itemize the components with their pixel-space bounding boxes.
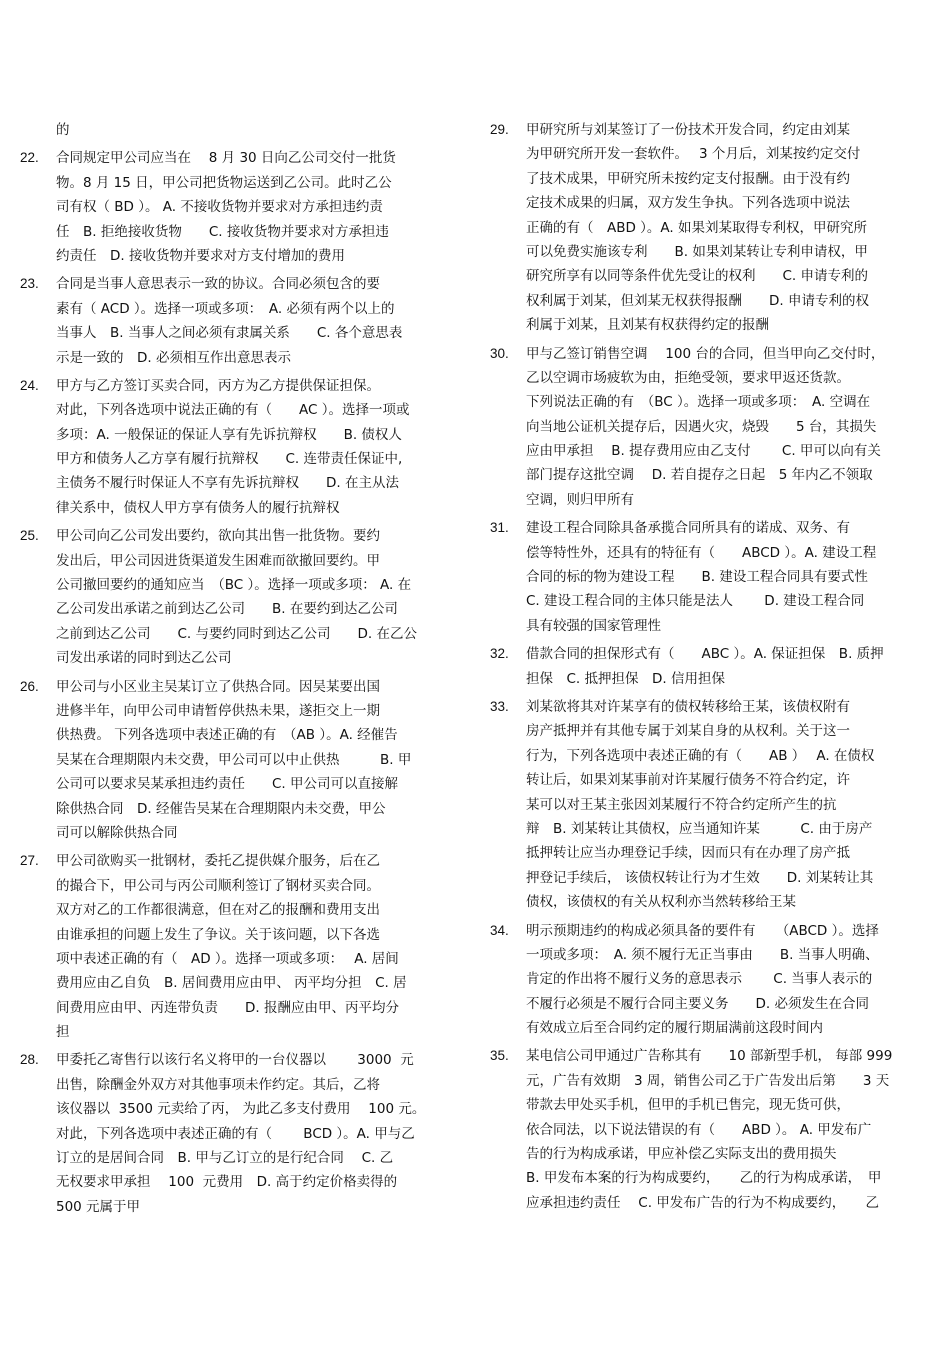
question-text-line: 肯定的作出将不履行义务的意思表示 C. 当事人表示的 bbox=[526, 971, 873, 988]
question-item bbox=[20, 374, 460, 520]
question-text-line: 应承担违约责任 C. 甲发布广告的行为不构成要约， 乙 bbox=[526, 1194, 880, 1211]
question-text-line: 下列说法正确的有 （BC ）。选择一项或多项： A. 空调在 bbox=[526, 394, 871, 411]
question-text-line: 任 B. 拒绝接收货物 C. 接收货物并要求对方承担违 bbox=[56, 223, 389, 240]
question-text-line: 告的行为构成承诺，甲应补偿乙实际支出的费用损失 bbox=[526, 1146, 837, 1163]
question-text-line: 多项：A. 一般保证的保证人享有先诉抗辩权 B. 债权人 bbox=[56, 426, 402, 443]
question-text-line: 合同规定甲公司应当在 8 月 30 日向乙公司交付一批货 bbox=[56, 150, 396, 167]
question-text-line: 律关系中，债权人甲方享有债务人的履行抗辩权 bbox=[56, 499, 340, 516]
question-text-line: 甲研究所与刘某签订了一份技术开发合同，约定由刘某 bbox=[526, 122, 850, 138]
question-number: 25. bbox=[20, 528, 39, 544]
question-text-line: 甲委托乙寄售行以该行名义将甲的一台仪器以 3000 元 bbox=[56, 1052, 414, 1069]
question-text-line: 甲方和债务人乙方享有履行抗辩权 C. 连带责任保证中, bbox=[56, 451, 403, 468]
question-text-line: 素有（ ACD ）。选择一项或多项： A. 必须有两个以上的 bbox=[56, 300, 395, 317]
question-text-line: 房产抵押并有其他专属于刘某自身的从权利。关于这一 bbox=[526, 723, 850, 740]
question-text-line: 公司可以要求吴某承担违约责任 C. 甲公司可以直接解 bbox=[56, 776, 399, 793]
question-text-line: 合同是当事人意思表示一致的协议。合同必须包含的要 bbox=[56, 276, 380, 293]
question-text-line: 一项或多项： A. 须不履行无正当事由 B. 当事人明确、 bbox=[526, 946, 879, 963]
question-number: 22. bbox=[20, 150, 39, 166]
question-text-line: 物。8 月 15 日，甲公司把货物运送到乙公司。此时乙公 bbox=[56, 174, 392, 191]
question-text-line: 司发出承诺的同时到达乙公司 bbox=[56, 650, 232, 667]
question-text-line: 进修半年，向甲公司申请暂停供热未果，遂拒交上一期 bbox=[56, 702, 380, 719]
question-text-line: 刘某欲将其对许某享有的债权转移给王某，该债权附有 bbox=[526, 698, 850, 715]
question-text-line: 由谁承担的问题上发生了争议。关于该问题，以下各选 bbox=[56, 926, 380, 943]
question-text-line: 不履行必须是不履行合同主要义务 D. 必须发生在合同 bbox=[526, 995, 869, 1012]
question-item bbox=[490, 118, 930, 338]
question-text-line: 项中表述正确的有（ AD ）。选择一项或多项： A. 居间 bbox=[56, 950, 399, 967]
question-text-line: 正确的有（ ABD ）。A. 如果刘某取得专利权，甲研究所 bbox=[526, 219, 868, 236]
question-text-line: 对此，下列各选项中说法正确的有（ AC ）。选择一项或 bbox=[56, 402, 410, 419]
question-item bbox=[20, 849, 460, 1044]
question-text-line: 出售，除酬金外双方对其他事项未作约定。其后，乙将 bbox=[56, 1076, 380, 1093]
question-text-line: 抵押转让应当办理登记手续，因而只有在办理了房产抵 bbox=[526, 845, 850, 862]
question-text-line: 甲公司与小区业主吴某订立了供热合同。因吴某要出国 bbox=[56, 678, 380, 695]
question-number: 24. bbox=[20, 377, 39, 393]
question-text-line: 甲方与乙方签订买卖合同，丙方为乙方提供保证担保。 bbox=[56, 377, 380, 394]
question-text-line: 约责任 D. 接收货物并要求对方支付增加的费用 bbox=[56, 247, 345, 264]
question-text-line: 某电信公司甲通过广告称其有 10 部新型手机， 每部 999 bbox=[526, 1048, 893, 1065]
question-number: 34. bbox=[490, 922, 509, 938]
question-text-line: 乙公司发出承诺之前到达乙公司 B. 在要约到达乙公司 bbox=[56, 601, 398, 618]
question-number: 27. bbox=[20, 853, 39, 869]
question-item bbox=[490, 919, 930, 1041]
question-text-line: B. 甲发布本案的行为构成要约， 乙的行为构成承诺， 甲 bbox=[526, 1170, 882, 1187]
question-text-line: 建设工程合同除具备承揽合同所具有的诺成、双务、有 bbox=[526, 520, 850, 537]
question-text-line: 转让后，如果刘某事前对许某履行债务不符合约定，许 bbox=[526, 772, 850, 789]
question-text-line: 担保 C. 抵押担保 D. 信用担保 bbox=[526, 670, 725, 687]
question-text-line: 吴某在合理期限内未交费，甲公司可以中止供热 B. 甲 bbox=[56, 751, 412, 768]
question-text-line: 费用应由乙自负 B. 居间费用应由甲、 丙平均分担 C. 居 bbox=[56, 975, 407, 992]
question-text-line: 偿等特性外，还具有的特征有（ ABCD ）。A. 建设工程 bbox=[526, 544, 877, 561]
question-text-line: 了技术成果，甲研究所未按约定支付报酬。由于没有约 bbox=[526, 170, 850, 187]
question-number: 31. bbox=[490, 520, 509, 536]
question-text-line: 元，广告有效期 3 周，销售公司乙于广告发出后第 3 天 bbox=[526, 1072, 890, 1089]
question-text-line: 订立的是居间合同 B. 甲与乙订立的是行纪合同 C. 乙 bbox=[56, 1150, 394, 1167]
question-text-line: 500 元属于甲 bbox=[56, 1198, 141, 1215]
question-text-line: 某可以对王某主张因刘某履行不符合约定所产生的抗 bbox=[526, 796, 837, 813]
question-item bbox=[20, 146, 460, 268]
question-text-line: 示是一致的 D. 必须相互作出意思表示 bbox=[56, 349, 291, 366]
question-number: 28. bbox=[20, 1052, 39, 1068]
question-text-line: 空调，则归甲所有 bbox=[526, 491, 634, 508]
question-item bbox=[20, 272, 460, 370]
question-text-line: 公司撤回要约的通知应当 （BC ）。选择一项或多项： A. 在 bbox=[56, 577, 412, 594]
question-text-line: 行为，下列各选项中表述正确的有（ AB ） A. 在债权 bbox=[526, 747, 875, 764]
question-text-line: 之前到达乙公司 C. 与要约同时到达乙公司 D. 在乙公 bbox=[56, 625, 417, 642]
question-text-line: 主债务不履行时保证人不享有先诉抗辩权 D. 在主从法 bbox=[56, 475, 399, 492]
question-item bbox=[490, 695, 930, 915]
question-text-line: 合同的标的物为建设工程 B. 建设工程合同具有要式性 bbox=[526, 569, 868, 586]
question-text-line: C. 建设工程合同的主体只能是法人 D. 建设工程合同 bbox=[526, 593, 865, 610]
question-text-line: 双方对乙的工作都很满意，但在对乙的报酬和费用支出 bbox=[56, 902, 380, 919]
question-text-line: 借款合同的担保形式有（ ABC ）。A. 保证担保 B. 质押 bbox=[526, 646, 884, 663]
question-text-line: 利属于刘某，且刘某有权获得约定的报酬 bbox=[526, 317, 769, 334]
question-item bbox=[20, 1048, 460, 1219]
question-number: 23. bbox=[20, 276, 39, 292]
question-text-line: 应由甲承担 B. 提存费用应由乙支付 C. 甲可以向有关 bbox=[526, 443, 881, 460]
question-number: 29. bbox=[490, 122, 509, 137]
question-number: 32. bbox=[490, 646, 509, 662]
question-text-line: 甲公司向乙公司发出要约，欲向其出售一批货物。要约 bbox=[56, 528, 380, 545]
question-text-line: 当事人 B. 当事人之间必须有隶属关系 C. 各个意思表 bbox=[56, 325, 403, 342]
question-number: 26. bbox=[20, 678, 39, 694]
question-text-line: 部门提存这批空调 D. 若自提存之日起 5 年内乙不领取 bbox=[526, 467, 873, 484]
question-text-line: 为甲研究所开发一套软件。 3 个月后，刘某按约定交付 bbox=[526, 146, 861, 163]
question-number: 33. bbox=[490, 698, 509, 714]
question-text-line: 辩 B. 刘某转让其债权，应当通知许某 C. 由于房产 bbox=[526, 820, 873, 837]
left-column bbox=[20, 118, 460, 1223]
question-text-line: 有效成立后至合同约定的履行期届满前这段时间内 bbox=[526, 1020, 823, 1037]
question-item bbox=[20, 675, 460, 846]
question-text-line: 押登记手续后， 该债权转让行为才生效 D. 刘某转让其 bbox=[526, 869, 874, 886]
question-text-line: 具有较强的国家管理性 bbox=[526, 617, 661, 634]
question-item bbox=[490, 516, 930, 638]
question-text-line: 可以免费实施该专利 B. 如果刘某转让专利申请权，甲 bbox=[526, 243, 868, 260]
question-text-line: 供热费。 下列各选项中表述正确的有 （AB ）。A. 经催告 bbox=[56, 727, 398, 744]
question-number: 35. bbox=[490, 1048, 509, 1064]
question-number: 30. bbox=[490, 345, 509, 361]
question-text-line: 该仪器以 3500 元卖给了丙， 为此乙多支付费用 100 元。 bbox=[56, 1101, 426, 1118]
question-item bbox=[490, 1044, 930, 1215]
question-text-line: 明示预期违约的构成必须具备的要件有 （ABCD ）。选择 bbox=[526, 922, 879, 939]
question-text-line: 间费用应由甲、丙连带负责 D. 报酬应由甲、丙平均分 bbox=[56, 999, 399, 1016]
question-text-line: 乙以空调市场疲软为由，拒绝受领，要求甲返还货款。 bbox=[526, 369, 850, 386]
question-text-line: 甲公司欲购买一批钢材，委托乙提供媒介服务，后在乙 bbox=[56, 853, 380, 870]
question-text-line: 债权，该债权的有关从权利亦当然转移给王某 bbox=[526, 894, 796, 911]
question-text-line: 司可以解除供热合同 bbox=[56, 824, 178, 841]
question-text-line: 除供热合同 D. 经催告吴某在合理期限内未交费，甲公 bbox=[56, 800, 386, 817]
question-text-line: 研究所享有以同等条件优先受让的权利 C. 申请专利的 bbox=[526, 268, 869, 285]
question-text-line: 无权要求甲承担 100 元费用 D. 高于约定价格卖得的 bbox=[56, 1174, 398, 1191]
question-item bbox=[490, 642, 930, 691]
text-line: 的 bbox=[56, 122, 70, 138]
question-text-line: 甲与乙签订销售空调 100 台的合同，但当甲向乙交付时， bbox=[526, 345, 885, 362]
right-column bbox=[490, 118, 930, 1219]
question-text-line: 向当地公证机关提存后，因遇火灾，烧毁 5 台，其损失 bbox=[526, 418, 877, 435]
question-text-line: 带款去甲处买手机，但甲的手机已售完，现无货可供， bbox=[526, 1097, 850, 1114]
question-text-line: 权利属于刘某，但刘某无权获得报酬 D. 申请专利的权 bbox=[526, 292, 869, 309]
question-item bbox=[490, 342, 930, 513]
question-text-line: 发出后，甲公司因进货渠道发生困难而欲撤回要约。甲 bbox=[56, 552, 380, 569]
question-text-line: 依合同法，以下说法错误的有（ ABD ）。 A. 甲发布广 bbox=[526, 1121, 872, 1138]
question-text-line: 司有权（ BD ）。 A. 不接收货物并要求对方承担违约责 bbox=[56, 199, 383, 216]
continuation-text bbox=[20, 118, 460, 142]
question-text-line: 的撮合下，甲公司与丙公司顺利签订了钢材买卖合同。 bbox=[56, 877, 380, 894]
question-text-line: 定技术成果的归属，双方发生争执。下列各选项中说法 bbox=[526, 195, 850, 212]
question-text-line: 对此，下列各选项中表述正确的有（ BCD ）。A. 甲与乙 bbox=[56, 1125, 415, 1142]
question-text-line: 担 bbox=[56, 1024, 70, 1041]
question-item bbox=[20, 524, 460, 670]
